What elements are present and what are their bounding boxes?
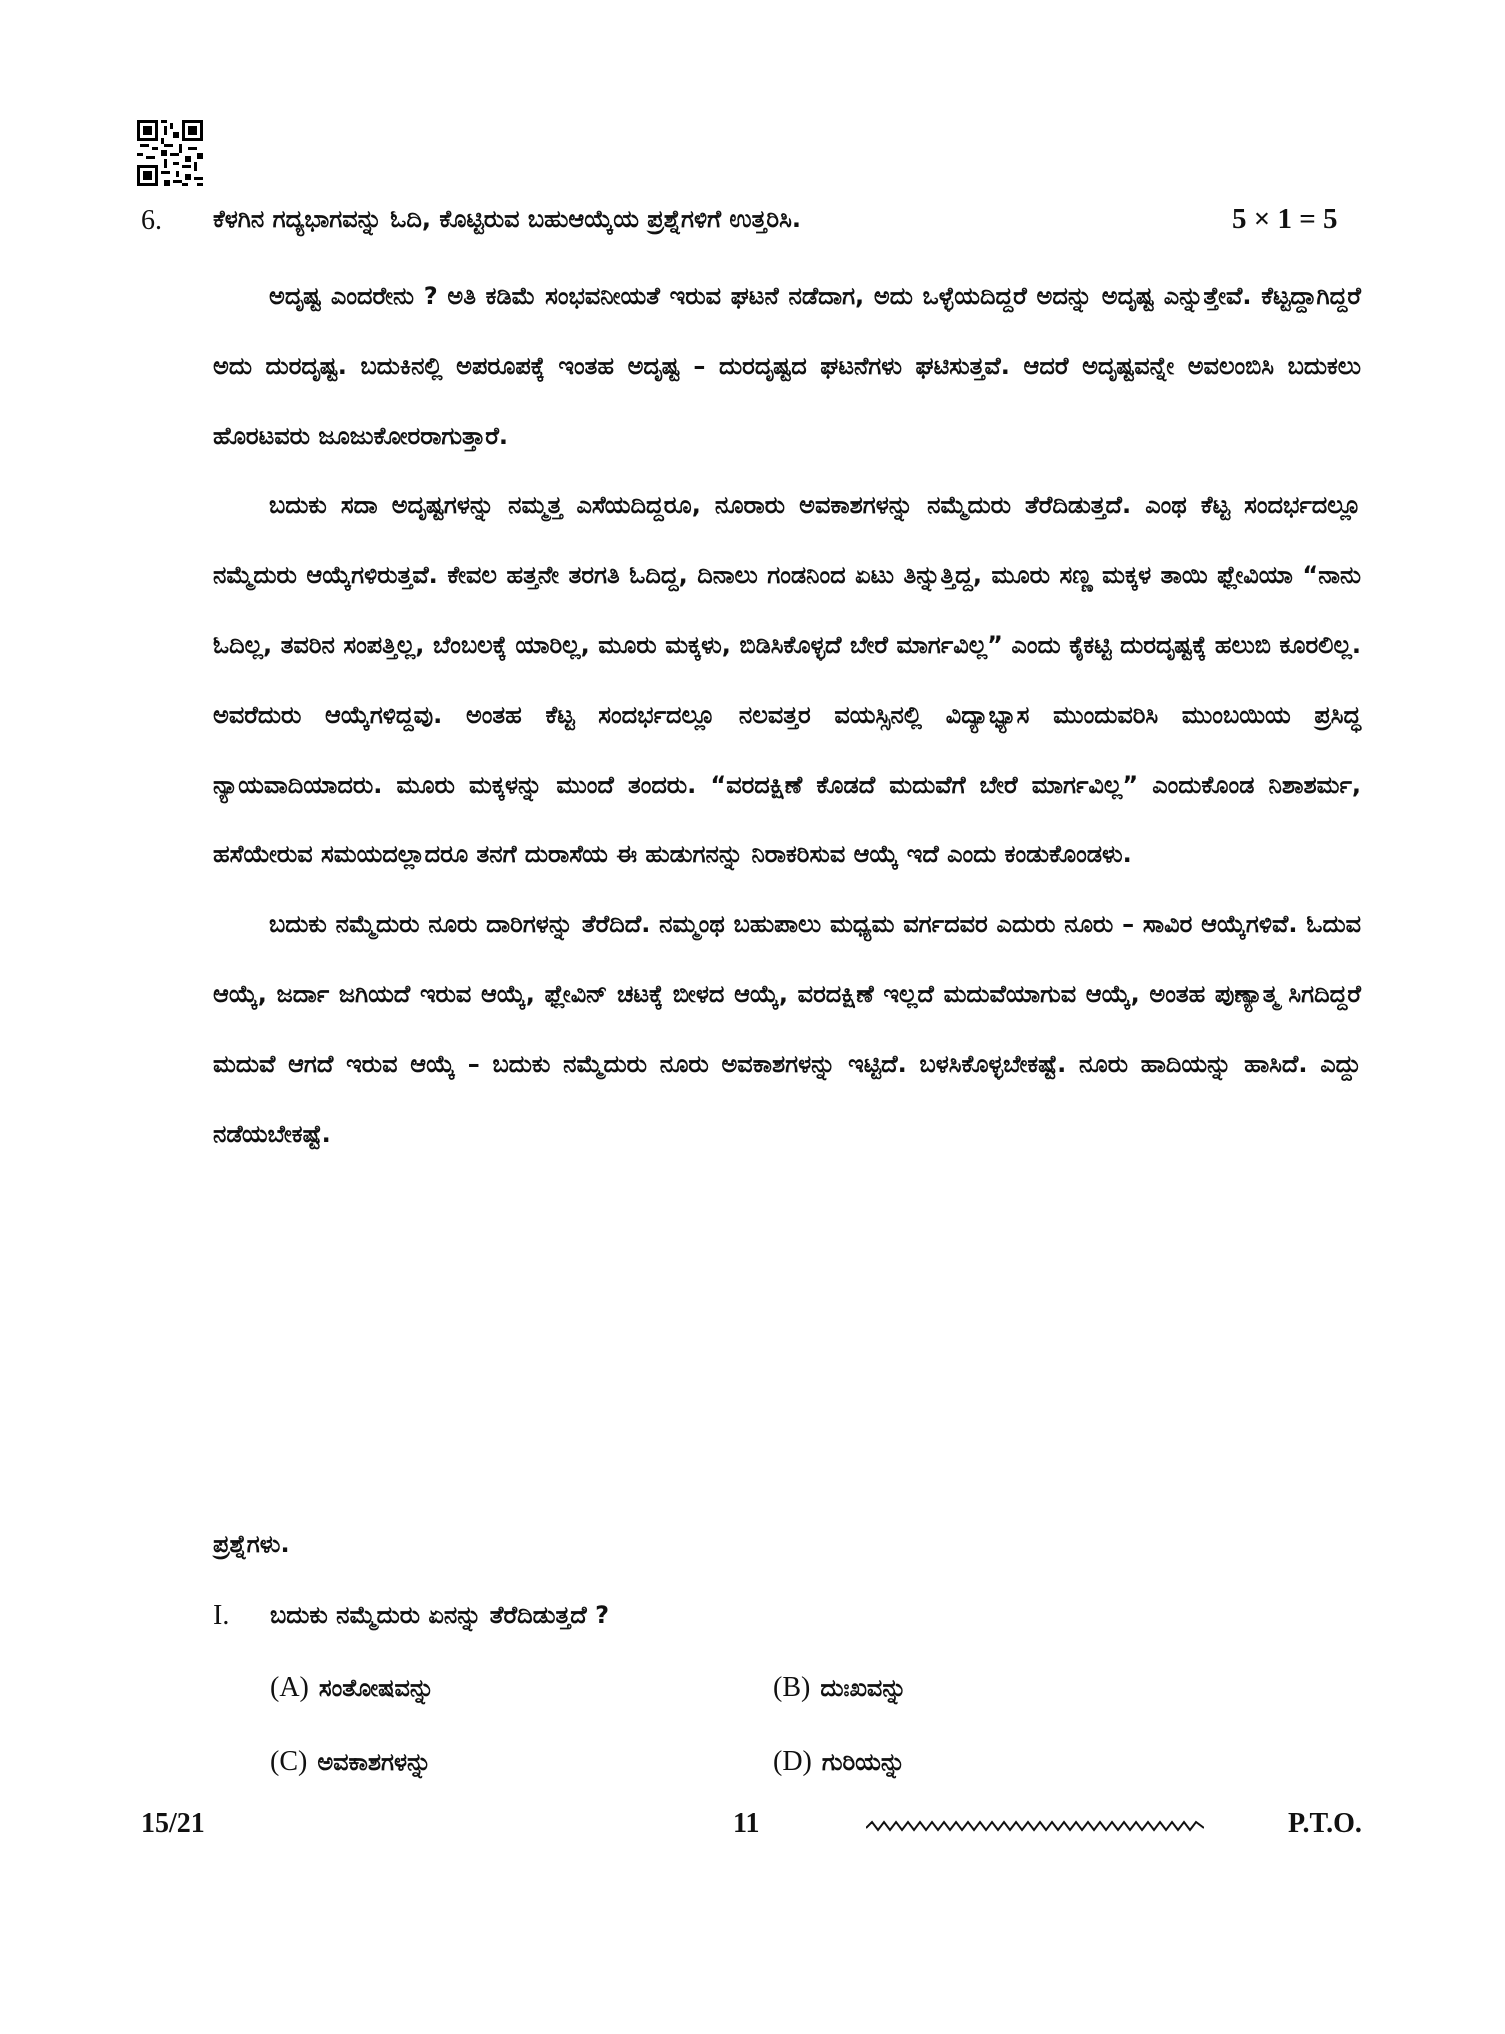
passage-paragraph: ಬದುಕು ನಮ್ಮೆದುರು ನೂರು ದಾರಿಗಳನ್ನು ತೆರೆದಿದೆ. ನಮ್ಮಂಥ ಬಹುಪಾಲು ಮಧ್ಯಮ ವರ್ಗದವರ ಎದುರು ನೂರು – ಸಾವಿರ ಆಯ್ಕೆಗಳಿವೆ. ಓದುವ ಆಯ್ಕೆ, ಜರ್ದಾ ಜಗಿಯದೆ ಇರುವ ಆಯ್ಕೆ, ಫ್ಲೇವಿನ್ ಚಟಕ್ಕೆ ಬೀಳದ ಆಯ್ಕೆ, ವರದಕ್ಷಿಣೆ ಇಲ್ಲದೆ ಮದುವೆಯಾಗುವ ಆಯ್ಕೆ, ಅಂತಹ ಪುಣ್ಯಾತ್ಮ ಸಿಗದಿದ್ದರೆ ಮದುವೆ ಆಗದೆ ಇರುವ ಆಯ್ಕೆ – ಬದುಕು ನಮ್ಮೆದುರು ನೂರು ಅವಕಾಶಗಳನ್ನು ಇಟ್ಟಿದೆ. ಬಳಸಿಕೊಳ್ಳಬೇಕಷ್ಟೆ. ನೂರು ಹಾದಿಯನ್ನು ಹಾಸಿದೆ. ಎದ್ದು ನಡೆಯಬೇಕಷ್ಟೆ.: [213, 910, 1361, 1148]
passage-paragraph: ಅದೃಷ್ಟ ಎಂದರೇನು ? ಅತಿ ಕಡಿಮೆ ಸಂಭವನೀಯತೆ ಇರುವ ಘಟನೆ ನಡೆದಾಗ, ಅದು ಒಳ್ಳೆಯದಿದ್ದರೆ ಅದನ್ನು ಅದೃಷ್ಟ ಎನ್ನುತ್ತೇವೆ. ಕೆಟ್ಟದ್ದಾಗಿದ್ದರೆ ಅದು ದುರದೃಷ್ಟ. ಬದುಕಿನಲ್ಲಿ ಅಪರೂಪಕ್ಕೆ ಇಂತಹ ಅದೃಷ್ಟ – ದುರದೃಷ್ಟದ ಘಟನೆಗಳು ಘಟಿಸುತ್ತವೆ. ಆದರೆ ಅದೃಷ್ಟವನ್ನೇ ಅವಲಂಬಿಸಿ ಬದುಕಲು ಹೊರಟವರು ಜೂಜುಕೋರರಾಗುತ್ತಾರೆ.: [213, 282, 1361, 450]
option-d: [773, 1746, 905, 1778]
option-text: ಸಂತೋಷವನ್ನು: [318, 1674, 435, 1702]
questions-heading: ಪ್ರಶ್ನೆಗಳು.: [213, 1530, 290, 1558]
passage-paragraph: ಬದುಕು ಸದಾ ಅದೃಷ್ಟಗಳನ್ನು ನಮ್ಮತ್ತ ಎಸೆಯದಿದ್ದರೂ, ನೂರಾರು ಅವಕಾಶಗಳನ್ನು ನಮ್ಮೆದುರು ತೆರೆದಿಡುತ್ತದೆ. ಎಂಥ ಕೆಟ್ಟ ಸಂದರ್ಭದಲ್ಲೂ ನಮ್ಮೆದುರು ಆಯ್ಕೆಗಳಿರುತ್ತವೆ. ಕೇವಲ ಹತ್ತನೇ ತರಗತಿ ಓದಿದ್ದ, ದಿನಾಲು ಗಂಡನಿಂದ ಏಟು ತಿನ್ನುತ್ತಿದ್ದ, ಮೂರು ಸಣ್ಣ ಮಕ್ಕಳ ತಾಯಿ ಫ್ಲೇವಿಯಾ “ನಾನು ಓದಿಲ್ಲ, ತವರಿನ ಸಂಪತ್ತಿಲ್ಲ, ಬೆಂಬಲಕ್ಕೆ ಯಾರಿಲ್ಲ, ಮೂರು ಮಕ್ಕಳು, ಬಿಡಿಸಿಕೊಳ್ಳದೆ ಬೇರೆ ಮಾರ್ಗವಿಲ್ಲ” ಎಂದು ಕೈಕಟ್ಟಿ ದುರದೃಷ್ಟಕ್ಕೆ ಹಲುಬಿ ಕೂರಲಿಲ್ಲ. ಅವರೆದುರು ಆಯ್ಕೆಗಳಿದ್ದವು. ಅಂತಹ ಕೆಟ್ಟ ಸಂದರ್ಭದಲ್ಲೂ ನಲವತ್ತರ ವಯಸ್ಸಿನಲ್ಲಿ ವಿದ್ಯಾಭ್ಯಾಸ ಮುಂದುವರಿಸಿ ಮುಂಬಯಿಯ ಪ್ರಸಿದ್ಧ ನ್ಯಾಯವಾದಿಯಾದರು. ಮೂರು ಮಕ್ಕಳನ್ನು ಮುಂದೆ ತಂದರು. “ವರದಕ್ಷಿಣೆ ಕೊಡದೆ ಮದುವೆಗೆ ಬೇರೆ ಮಾರ್ಗವಿಲ್ಲ” ಎಂದುಕೊಂಡ ನಿಶಾಶರ್ಮ, ಹಸೆಯೇರುವ ಸಮಯದಲ್ಲಾದರೂ ತನಗೆ ದುರಾಸೆಯ ಈ ಹುಡುಗನನ್ನು ನಿರಾಕರಿಸುವ ಆಯ್ಕೆ ಇದೆ ಎಂದು ಕಂಡುಕೊಂಡಳು.: [213, 491, 1361, 869]
qr-code-icon: [137, 120, 203, 186]
page-number: 11: [733, 1808, 760, 1839]
please-turn-over: P.T.O.: [1288, 1808, 1362, 1839]
option-text: ಅವಕಾಶಗಳನ್ನು: [317, 1748, 432, 1776]
question-number: 6.: [141, 205, 162, 236]
option-a: [270, 1672, 434, 1704]
option-label: (C): [270, 1746, 308, 1777]
subquestion-text: ಬದುಕು ನಮ್ಮೆದುರು ಏನನ್ನು ತೆರೆದಿಡುತ್ತದೆ ?: [270, 1601, 610, 1629]
option-text: ದುಃಖವನ್ನು: [820, 1674, 907, 1702]
option-b: [773, 1672, 907, 1704]
question-marks: 5 × 1 = 5: [1232, 203, 1338, 235]
option-label: (A): [270, 1672, 309, 1703]
option-text: ಗುರಿಯನ್ನು: [821, 1748, 906, 1776]
option-c: [270, 1746, 431, 1778]
question-instruction: ಕೆಳಗಿನ ಗದ್ಯಭಾಗವನ್ನು ಓದಿ, ಕೊಟ್ಟಿರುವ ಬಹುಆಯ್ಕೆಯ ಪ್ರಶ್ನೆಗಳಿಗೆ ಉತ್ತರಿಸಿ.: [213, 205, 801, 233]
squiggle-divider-icon: [866, 1818, 1204, 1834]
paper-code: 15/21: [141, 1808, 205, 1839]
option-label: (B): [773, 1672, 811, 1703]
option-label: (D): [773, 1746, 812, 1777]
subquestion-number: I.: [213, 1600, 230, 1631]
reading-passage: [213, 262, 1361, 1169]
